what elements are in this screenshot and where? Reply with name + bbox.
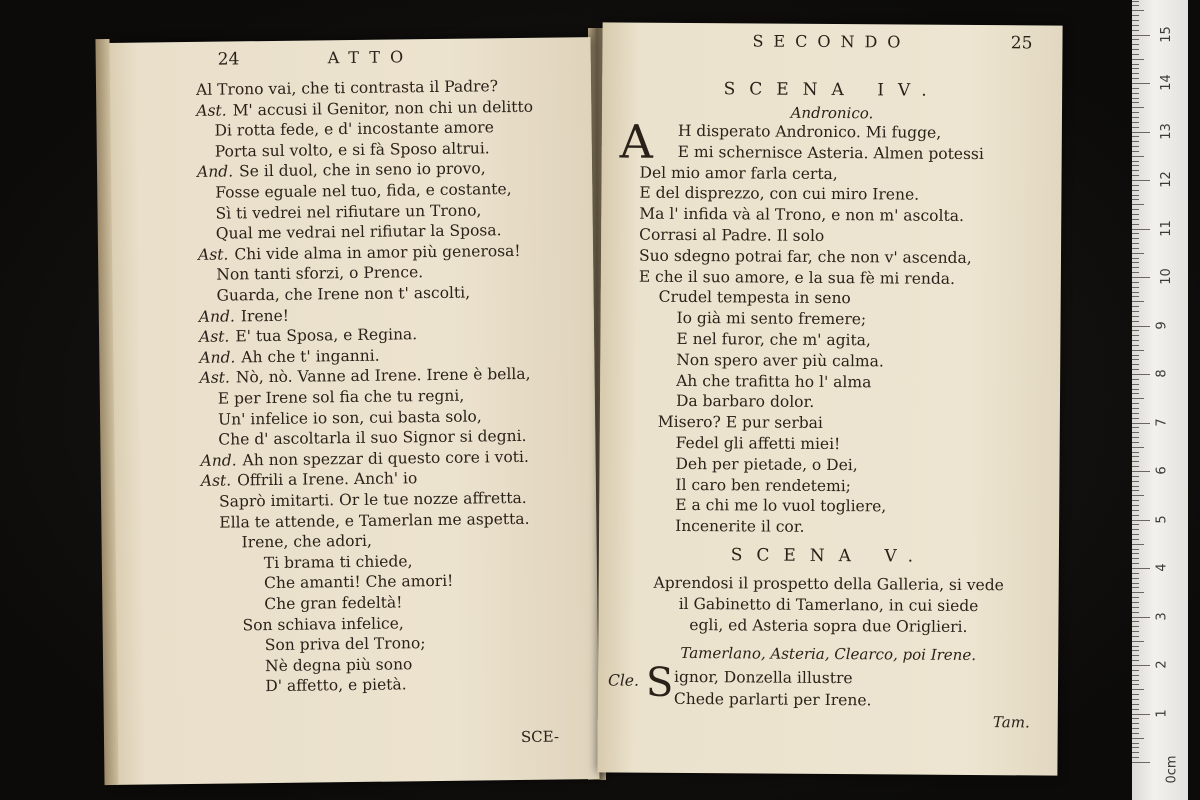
ruler-tick <box>1132 1 1139 2</box>
ruler-tick <box>1132 490 1139 491</box>
text-line <box>199 364 530 388</box>
ruler-tick <box>1132 340 1139 341</box>
left-page <box>107 37 599 785</box>
character-list: Tamerlano, Asteria, Clearco, poi Irene. <box>680 643 977 665</box>
open-book <box>100 18 1075 788</box>
text-line <box>265 633 426 655</box>
text-line: Deh per pietade, o Dei, <box>675 454 858 474</box>
ruler-tick <box>1132 326 1150 327</box>
ruler-tick <box>1132 141 1139 142</box>
text-line <box>200 447 528 471</box>
dialogue-text: Irene! <box>240 306 290 325</box>
ruler-tick <box>1132 107 1144 108</box>
ruler-tick <box>1132 219 1139 220</box>
ruler-tick <box>1132 592 1144 593</box>
ruler-tick <box>1132 389 1139 390</box>
catchword: SCE- <box>520 727 560 746</box>
ruler-tick <box>1132 59 1144 60</box>
ruler-tick <box>1132 427 1139 428</box>
ruler-tick <box>1132 471 1150 472</box>
ruler-number: 13 <box>1158 122 1174 140</box>
ruler-tick <box>1132 481 1139 482</box>
ruler-tick <box>1132 199 1139 200</box>
speaker-label: Ast. <box>200 471 232 491</box>
speaker-label: Cle. <box>607 671 640 690</box>
ruler-tick <box>1132 146 1139 147</box>
ruler-tick <box>1132 738 1144 739</box>
ruler-tick <box>1132 93 1139 94</box>
ruler-number: 3 <box>1154 611 1170 621</box>
ruler-tick <box>1132 30 1139 31</box>
ruler-tick <box>1132 524 1139 525</box>
ruler-tick <box>1132 655 1139 656</box>
dialogue-text: Ti brama ti chiede, <box>263 552 413 572</box>
text-line: E che il suo amore, e la sua fè mi renda. <box>638 267 956 288</box>
ruler-tick <box>1132 161 1139 162</box>
ruler-tick <box>1132 195 1139 196</box>
ruler-tick <box>1132 607 1139 608</box>
ruler-tick <box>1132 117 1139 118</box>
text-line: Incenerite il cor. <box>675 517 805 537</box>
stage-direction-line: egli, ed Asteria sopra due Origlieri. <box>689 616 968 636</box>
ruler-tick <box>1132 456 1139 457</box>
ruler-tick <box>1132 393 1139 394</box>
page-number: 24 <box>217 49 240 70</box>
text-line: Misero? E pur serbai <box>657 412 823 433</box>
dialogue-text: Non tanti sforzi, o Prence. <box>216 263 424 285</box>
scene-heading: SCENA V. <box>730 545 928 567</box>
ruler-tick <box>1132 728 1139 729</box>
ruler-tick <box>1132 597 1139 598</box>
ruler-tick <box>1132 20 1139 21</box>
ruler-tick <box>1132 277 1150 278</box>
dialogue-line: Chede parlarti per Irene. <box>673 689 872 710</box>
right-page <box>597 22 1062 775</box>
ruler-tick <box>1132 718 1139 719</box>
text-line: Ah che trafitta ho l' alma <box>676 371 872 391</box>
scene-heading: SCENA IV. <box>723 79 941 101</box>
ruler-tick <box>1132 345 1139 346</box>
ruler-tick <box>1132 136 1139 137</box>
speaker-label: And. <box>199 348 236 367</box>
text-line <box>198 241 521 265</box>
ruler-tick <box>1132 612 1139 613</box>
text-line: Fedel gli affetti miei! <box>675 433 841 454</box>
ruler-tick <box>1132 665 1150 666</box>
text-line <box>219 508 529 532</box>
text-line <box>215 200 481 223</box>
ruler-tick <box>1132 54 1139 55</box>
dialogue-text: Nè degna più sono <box>264 655 413 675</box>
dialogue-text: Di rotta fede, e d' incostante amore <box>214 118 494 140</box>
ruler-tick <box>1132 296 1139 297</box>
text-line: Corrasi al Padre. Il solo <box>639 225 825 245</box>
ruler-tick <box>1132 398 1144 399</box>
ruler-tick <box>1132 49 1139 50</box>
dialogue-text: Son schiava infelice, <box>242 613 404 634</box>
ruler-tick <box>1132 5 1139 6</box>
ruler-number: 10 <box>1158 268 1174 285</box>
text-line <box>214 117 494 140</box>
ruler-number: 7 <box>1154 417 1170 427</box>
ruler-tick <box>1132 704 1139 705</box>
ruler-tick <box>1132 132 1150 133</box>
ruler-number: 4 <box>1154 563 1170 572</box>
ruler-tick <box>1132 243 1139 244</box>
ruler-tick <box>1132 660 1139 661</box>
ruler-tick <box>1132 466 1139 467</box>
ruler-tick <box>1132 747 1139 748</box>
ruler-tick <box>1132 626 1139 627</box>
ruler-number: 2 <box>1154 660 1170 669</box>
dialogue-text: Porta sul volto, e si fà Sposo altrui. <box>214 139 490 161</box>
ruler-tick <box>1132 35 1150 36</box>
speaker-label: Ast. <box>196 101 227 120</box>
ruler-tick <box>1132 534 1139 535</box>
dialogue-text: Che d' ascoltarla il suo Signor si degni. <box>218 427 527 449</box>
ruler-tick <box>1132 359 1139 360</box>
ruler-tick <box>1132 578 1139 579</box>
ruler-tick <box>1132 476 1139 477</box>
dialogue-line: ignor, Donzella illustre <box>673 667 853 688</box>
ruler-number: 14 <box>1158 74 1174 91</box>
text-line <box>196 76 498 100</box>
ruler-tick <box>1132 98 1139 99</box>
ruler-tick <box>1132 757 1139 758</box>
text-line <box>199 324 417 347</box>
dialogue-text: M' accusi il Genitor, non chi un delitto <box>232 97 534 120</box>
text-line <box>201 469 418 492</box>
ruler-tick <box>1132 486 1139 487</box>
text-line <box>216 283 470 306</box>
ruler-tick <box>1132 321 1139 322</box>
dialogue-text: D' affetto, e pietà. <box>265 675 407 696</box>
speaker-label: Ast. <box>199 368 231 388</box>
ruler-tick <box>1132 73 1139 74</box>
text-line <box>218 406 482 429</box>
ruler-tick <box>1132 495 1144 496</box>
dialogue-text: Guarda, che Irene non t' ascolti, <box>216 283 471 305</box>
text-line <box>215 138 490 161</box>
text-line: Del mio amor farla certa, <box>639 163 838 183</box>
ruler-tick <box>1132 505 1139 506</box>
ruler-tick <box>1132 621 1139 622</box>
dialogue-text: E per Irene sol fia che tu regni, <box>217 386 465 408</box>
ruler-number: 1 <box>1154 708 1170 718</box>
ruler-tick <box>1132 403 1139 404</box>
stage-direction-line: il Gabinetto di Tamerlano, in cui siede <box>678 594 979 616</box>
ruler-tick <box>1132 553 1139 554</box>
ruler-tick <box>1132 301 1144 302</box>
text-line <box>264 592 402 614</box>
ruler-tick <box>1132 335 1139 336</box>
ruler-tick <box>1132 636 1139 637</box>
ruler-tick <box>1132 418 1139 419</box>
text-line: Suo sdegno potrai far, che non v' ascenda, <box>638 246 972 267</box>
dialogue-text: Saprò imitarti. Or le tue nozze affretta. <box>218 488 527 511</box>
ruler-tick <box>1132 670 1139 671</box>
ruler-tick <box>1132 209 1139 210</box>
ruler-tick <box>1132 15 1139 16</box>
text-line <box>264 551 413 573</box>
ruler-tick <box>1132 258 1139 259</box>
ruler-tick <box>1132 602 1139 603</box>
text-line: E nel furor, che m' agita, <box>676 329 871 350</box>
ruler-tick <box>1132 423 1150 424</box>
ruler-tick <box>1132 384 1139 385</box>
ruler-tick <box>1132 689 1144 690</box>
ruler-tick <box>1132 122 1139 123</box>
ruler-tick <box>1132 452 1139 453</box>
ruler-tick <box>1132 180 1150 181</box>
dialogue-text: Un' infelice io son, cui basta solo, <box>217 407 482 429</box>
ruler-tick <box>1132 379 1139 380</box>
dialogue-text: Fosse eguale nel tuo, fida, e costante, <box>215 180 512 202</box>
dialogue-text: Che gran fedeltà! <box>264 593 403 614</box>
ruler-tick <box>1132 68 1139 69</box>
ruler-tick <box>1132 10 1144 11</box>
text-line <box>197 159 486 183</box>
running-header-right <box>602 30 1062 59</box>
ruler-tick <box>1132 684 1139 685</box>
ruler-number: 6 <box>1154 466 1170 475</box>
ruler-tick <box>1132 311 1139 312</box>
ruler-tick <box>1132 204 1144 205</box>
ruler-unit-label: 0cm <box>1164 755 1180 784</box>
speaker-label: And. <box>198 307 235 326</box>
ruler-tick <box>1132 364 1139 365</box>
text-line <box>199 305 289 326</box>
text-line <box>241 531 372 553</box>
ruler-tick <box>1132 78 1139 79</box>
ruler-tick <box>1132 39 1139 40</box>
ruler-number: 12 <box>1158 171 1174 188</box>
dialogue-text: Chi vide alma in amor più generosa! <box>234 241 521 264</box>
drop-cap: A <box>619 114 654 169</box>
stage-direction-line: Aprendosi il prospetto della Galleria, si vede <box>653 573 1004 595</box>
dialogue-text: Ah che t' inganni. <box>241 346 380 367</box>
ruler-tick <box>1132 262 1139 263</box>
text-line <box>199 345 380 367</box>
ruler-tick <box>1132 500 1139 501</box>
ruler-tick <box>1132 461 1139 462</box>
ruler-number: 5 <box>1154 514 1170 524</box>
text-line: E del disprezzo, con cui miro Irene. <box>639 184 920 205</box>
text-line: Crudel tempesta in seno <box>658 288 851 308</box>
ruler-tick <box>1132 102 1139 103</box>
ruler-tick <box>1132 699 1139 700</box>
scene-character: Andronico. <box>790 103 874 123</box>
text-line: H disperato Andronico. Mi fugge, <box>677 121 942 142</box>
ruler-tick <box>1132 723 1139 724</box>
text-line: Il caro ben rendetemi; <box>675 475 852 495</box>
text-line <box>216 263 423 286</box>
ruler-tick <box>1132 248 1139 249</box>
ruler-tick <box>1132 520 1150 521</box>
ruler-tick <box>1132 170 1139 171</box>
ruler-tick <box>1132 587 1139 588</box>
ruler-tick <box>1132 447 1144 448</box>
ruler-tick <box>1132 515 1139 516</box>
ruler-tick <box>1132 680 1139 681</box>
text-line <box>242 613 403 635</box>
ruler-number: 11 <box>1158 219 1174 237</box>
ruler-tick <box>1132 83 1150 84</box>
ruler-tick <box>1132 165 1139 166</box>
ruler-tick <box>1132 88 1139 89</box>
text-line: Da barbaro dolor. <box>675 392 815 412</box>
ruler-tick <box>1132 558 1139 559</box>
ruler-tick <box>1132 355 1139 356</box>
ruler-tick <box>1132 238 1139 239</box>
ruler-tick <box>1132 549 1139 550</box>
ruler-tick <box>1132 437 1139 438</box>
ruler-tick <box>1132 442 1139 443</box>
catchword: Tam. <box>992 713 1030 732</box>
dialogue-text: Che amanti! Che amori! <box>263 572 454 593</box>
speaker-label: And. <box>200 451 237 470</box>
ruler-tick <box>1132 413 1139 414</box>
ruler-number: 9 <box>1154 320 1170 330</box>
ruler-tick <box>1132 568 1150 569</box>
ruler-tick <box>1132 650 1139 651</box>
text-line <box>264 571 453 593</box>
speaker-label: And. <box>196 162 234 182</box>
ruler-number: 8 <box>1154 369 1170 378</box>
ruler-tick <box>1132 432 1139 433</box>
ruler-tick <box>1132 185 1139 186</box>
ruler-tick <box>1132 287 1139 288</box>
ruler-tick <box>1132 112 1139 113</box>
text-line <box>218 386 465 409</box>
ruler-tick <box>1132 583 1139 584</box>
ruler-tick <box>1132 292 1139 293</box>
dialogue-text: Al Trono vai, che ti contrasta il Padre? <box>195 77 499 99</box>
running-title: ATTO <box>327 47 414 68</box>
ruler-tick <box>1132 330 1139 331</box>
speaker-label: Ast. <box>197 245 229 264</box>
text-line: Non spero aver più calma. <box>676 350 884 371</box>
ruler-tick <box>1132 175 1139 176</box>
text-line: E a chi me lo vuol togliere, <box>675 496 887 516</box>
ruler-tick <box>1132 510 1139 511</box>
ruler-tick <box>1132 127 1139 128</box>
text-line <box>265 675 406 697</box>
ruler-tick <box>1132 762 1150 763</box>
text-line <box>215 179 511 203</box>
ruler-number: 15 <box>1158 25 1174 43</box>
dialogue-text: E' tua Sposa, e Regina. <box>235 325 418 346</box>
ruler-tick <box>1132 733 1139 734</box>
ruler-tick <box>1132 156 1144 157</box>
ruler-tick <box>1132 544 1144 545</box>
ruler-tick <box>1132 272 1139 273</box>
ruler-tick <box>1132 224 1139 225</box>
ruler-tick <box>1132 675 1139 676</box>
ruler-tick <box>1132 64 1139 65</box>
ruler-tick <box>1132 714 1150 715</box>
ruler-tick <box>1132 316 1139 317</box>
ruler-tick <box>1132 229 1150 230</box>
text-line: E mi schernisce Asteria. Almen potessi <box>677 142 984 163</box>
dialogue-text: Qual me vedrai nel rifiutar la Sposa. <box>215 221 502 243</box>
ruler-tick <box>1132 233 1139 234</box>
running-header-left <box>108 45 591 77</box>
ruler-tick <box>1132 529 1139 530</box>
ruler-tick <box>1132 374 1150 375</box>
page-number: 25 <box>1010 33 1033 54</box>
dialogue-text: Irene, che adori, <box>241 531 372 552</box>
ruler-tick <box>1132 369 1139 370</box>
drop-cap: S <box>645 659 674 706</box>
dialogue-text: Se il duol, che in seno io provo, <box>238 159 486 181</box>
ruler-tick <box>1132 617 1150 618</box>
running-title: SECONDO <box>752 31 911 52</box>
ruler-tick <box>1132 709 1139 710</box>
ruler-tick <box>1132 190 1139 191</box>
dialogue-text: Offrili a Irene. Anch' io <box>237 469 418 490</box>
ruler-tick <box>1132 752 1139 753</box>
dialogue-text: Ella te attende, e Tamerlan me aspetta. <box>219 509 530 532</box>
dialogue-text: Ah non spezzar di questo core i voti. <box>242 447 529 470</box>
ruler-tick <box>1132 743 1139 744</box>
ruler-tick <box>1132 631 1139 632</box>
ruler-tick <box>1132 350 1144 351</box>
ruler-tick <box>1132 646 1139 647</box>
ruler-tick <box>1132 408 1139 409</box>
text-line <box>216 220 502 243</box>
ruler-tick <box>1132 282 1139 283</box>
ruler-tick <box>1132 44 1139 45</box>
text-line: Io già mi sento fremere; <box>676 309 867 329</box>
dialogue-text: Son priva del Trono; <box>264 634 426 655</box>
dialogue-text: Nò, nò. Vanne ad Irene. Irene è bella, <box>235 365 531 387</box>
ruler-tick <box>1132 573 1139 574</box>
text-line: Ma l' infida và al Trono, e non m' ascolta. <box>639 204 964 226</box>
ruler-tick <box>1132 253 1144 254</box>
ruler-tick <box>1132 267 1139 268</box>
text-line <box>265 654 412 676</box>
speaker-label: Ast. <box>198 327 230 347</box>
ruler-tick <box>1132 539 1139 540</box>
ruler-tick <box>1132 306 1139 307</box>
ruler-tick <box>1132 214 1139 215</box>
ruler-tick <box>1132 25 1139 26</box>
ruler-tick <box>1132 641 1144 642</box>
ruler-tick <box>1132 694 1139 695</box>
measurement-ruler <box>1132 0 1188 800</box>
ruler-tick <box>1132 151 1139 152</box>
dialogue-text: Sì ti vedrei nel rifiutare un Trono, <box>215 201 482 223</box>
ruler-tick <box>1132 563 1139 564</box>
